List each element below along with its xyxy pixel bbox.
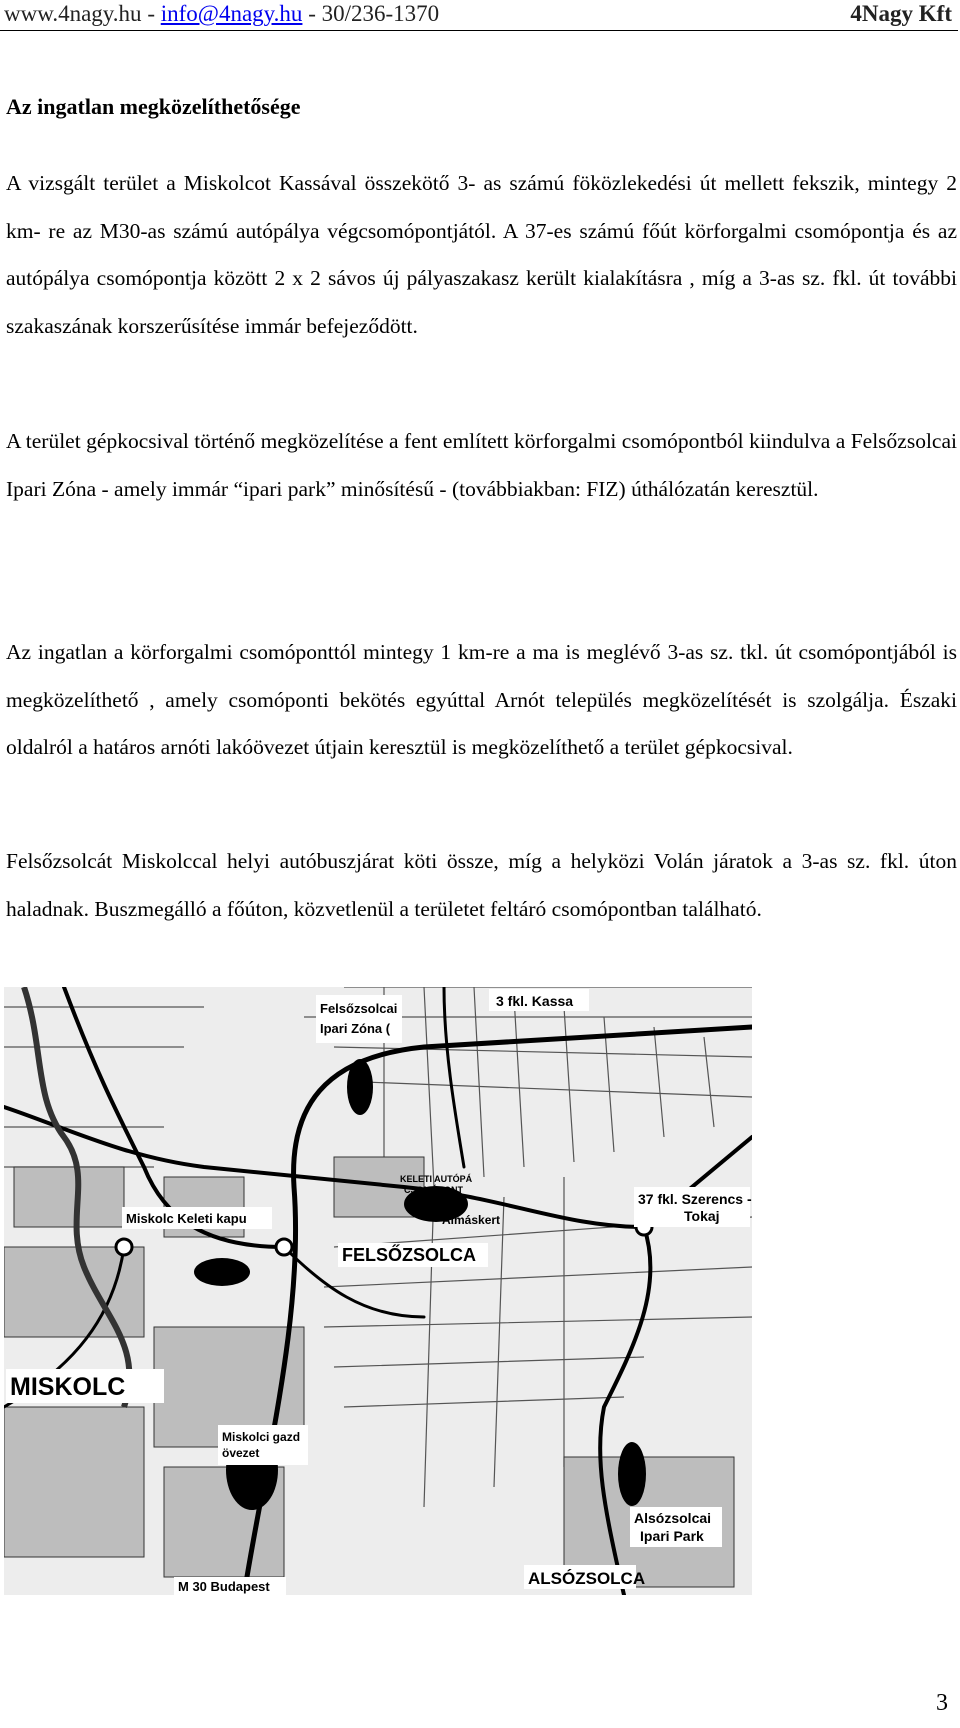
label-m30: M 30 Budapest: [178, 1579, 270, 1594]
location-map: [4, 987, 752, 1595]
label-keleti-autopalya: KELETI AUTÓPÁ: [400, 1174, 473, 1184]
label-alsozsolca: ALSÓZSOLCA: [528, 1569, 646, 1588]
header-contact: [4, 0, 439, 28]
phone-number: - 30/236-1370: [302, 1, 440, 26]
paragraph-alternate-access: Az ingatlan a körforgalmi csomóponttól mintegy 1 km-re a ma is meglévő 3-as sz. tkl. út csomópontjából is megközelíthető , amely csomóponti bekötés egyúttal Arnót település megközelítését is szolgálja. Északi oldalról a határos arnóti lakóövezet útjain keresztül is megközelíthető a terület gépkocsival.: [6, 640, 957, 759]
label-felsozsolcai: Felsőzsolcai: [320, 1001, 398, 1016]
paragraph-public-transport: Felsőzsolcát Miskolccal helyi autóbuszjárat köti össze, míg a helyközi Volán járatok a 3-as sz. fkl. úton haladnak. Buszmegálló a főúton, közvetlenül a területet feltáró csomópontban található.: [6, 849, 957, 921]
label-tokaj: Tokaj: [684, 1208, 720, 1224]
header-separator: -: [141, 1, 161, 26]
page-header: [0, 0, 958, 31]
label-felsozsolca: FELSŐZSOLCA: [342, 1245, 476, 1265]
label-miskolc: MISKOLC: [10, 1373, 126, 1401]
section-title: Az ingatlan megközelíthetősége: [6, 94, 301, 119]
label-ovezet: övezet: [222, 1446, 260, 1460]
label-almaskert: Almáskert: [442, 1213, 501, 1227]
company-name: 4Nagy Kft: [850, 1, 952, 26]
email-link[interactable]: info@4nagy.hu: [160, 1, 303, 26]
label-gazd-ovezet: Miskolci gazd: [222, 1430, 301, 1444]
label-csomopont: CSOMÓPONT: [404, 1185, 464, 1195]
label-alsozsolcai: Alsózsolcai: [634, 1510, 712, 1526]
label-keleti-kapu: Miskolc Keleti kapu: [126, 1211, 247, 1226]
label-kassa: 3 fkl. Kassa: [496, 993, 574, 1009]
paragraph-car-access: A terület gépkocsival történő megközelítése a fent említett körforgalmi csomópontból kiindulva a Felsőzsolcai Ipari Zóna - amely immár “ipari park” minősítésű - (továbbiakban: FIZ) úthálózatán keresztül.: [6, 429, 957, 501]
map-drawing: [4, 987, 752, 1595]
paragraph-location: A vizsgált terület a Miskolcot Kassával összekötő 3- as számú föközlekedési út mellett fekszik, mintegy 2 km- re az M30-as számú autópálya végcsomópontjától. A 37-es számú főút körforgalmi csomópontja és az autópálya csomópontja között 2 x 2 sávos új pályaszakasz került kialakításra , míg a 3-as sz. fkl. út további szakaszának korszerűsítése immár befejeződött.: [6, 171, 957, 338]
website-link[interactable]: www.4nagy.hu: [4, 1, 142, 26]
label-ipari-zona: Ipari Zóna (: [320, 1021, 391, 1036]
page-number: 3: [936, 1690, 948, 1716]
label-ipari-park: Ipari Park: [640, 1528, 704, 1544]
label-szerencs: 37 fkl. Szerencs -: [638, 1191, 752, 1207]
